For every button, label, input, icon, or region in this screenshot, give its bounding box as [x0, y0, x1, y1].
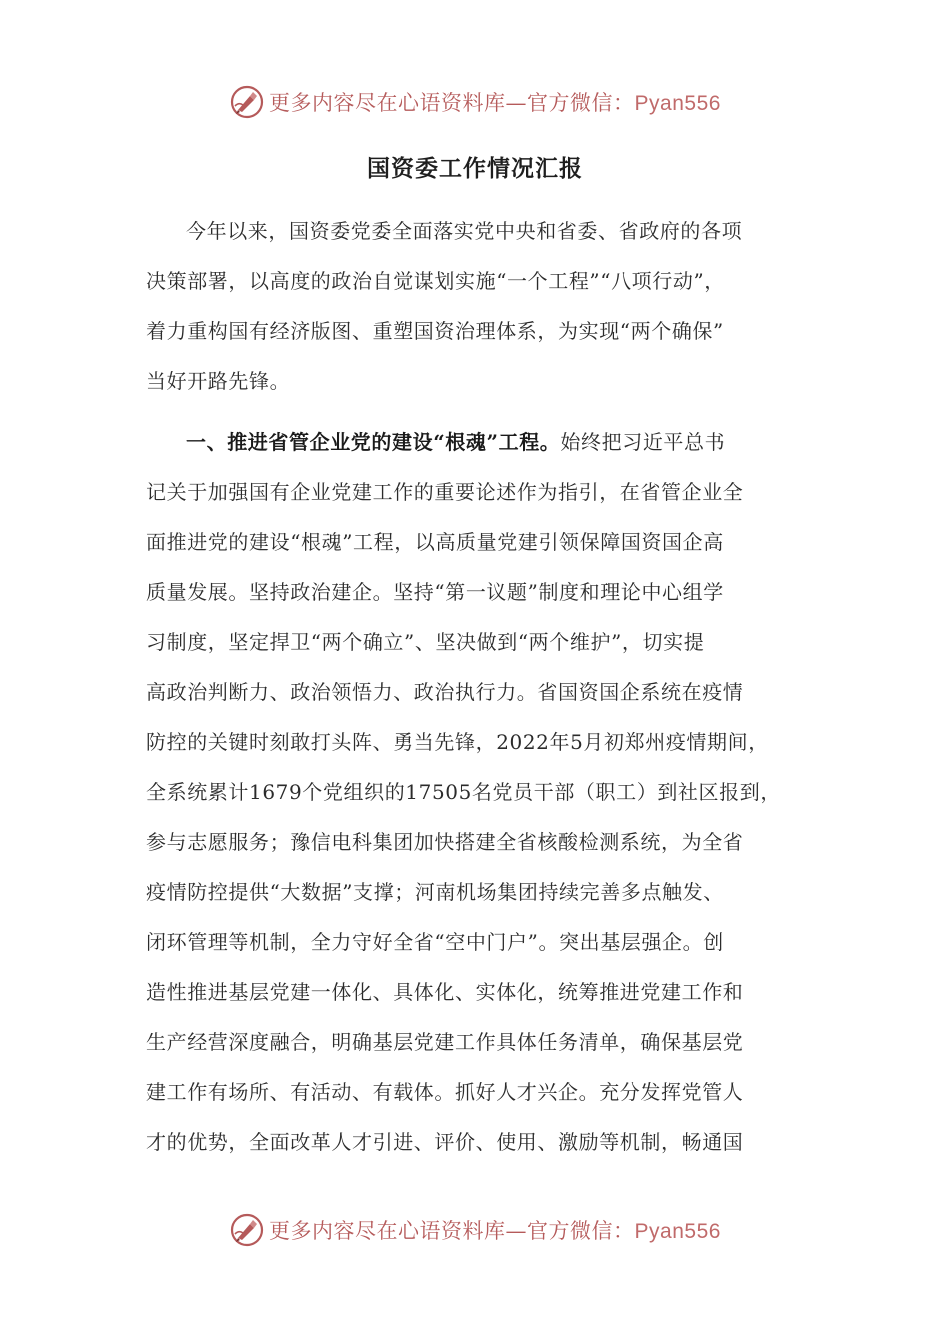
wechat-id: Pyan556: [634, 92, 721, 115]
header-watermark-banner: [0, 80, 950, 124]
paragraph-line: 当好开路先锋。: [146, 369, 291, 393]
paragraph-line: 生产经营深度融合，明确基层党建工作具体任务清单，确保基层党: [146, 1030, 744, 1054]
paragraph-line: 造性推进基层党建一体化、具体化、实体化，统筹推进党建工作和: [146, 980, 744, 1004]
header-watermark-text: 更多内容尽在心语资料库—官方微信：Pyan556: [269, 91, 721, 115]
paragraph-line: 建工作有场所、有活动、有载体。抓好人才兴企。充分发挥党管人: [146, 1080, 744, 1104]
footer-watermark-banner: [0, 1208, 950, 1252]
document-title: 国资委工作情况汇报: [367, 155, 583, 182]
section-heading: 一、推进省管企业党的建设“根魂”工程。: [186, 430, 561, 454]
paragraph-line: 疫情防控提供“大数据”支撑；河南机场集团持续完善多点触发、: [146, 880, 724, 904]
footer-watermark-text: 更多内容尽在心语资料库—官方微信：Pyan556: [269, 1219, 721, 1243]
paragraph-line: 才的优势，全面改革人才引进、评价、使用、激励等机制，畅通国: [146, 1130, 744, 1154]
paragraph-line: 参与志愿服务；豫信电科集团加快搭建全省核酸检测系统，为全省: [146, 830, 744, 854]
paragraph-line: 高政治判断力、政治领悟力、政治执行力。省国资国企系统在疫情: [146, 680, 744, 704]
paragraph-line: 面推进党的建设“根魂”工程，以高质量党建引领保障国资国企高: [146, 530, 724, 554]
paragraph-line: 决策部署，以高度的政治自觉谋划实施“一个工程”“八项行动”，: [146, 269, 725, 293]
paragraph-line: 今年以来，国资委党委全面落实党中央和省委、省政府的各项: [186, 219, 743, 243]
paragraph-line: [146, 417, 814, 467]
paragraph-line: 全系统累计1679个党组织的17505名党员干部（职工）到社区报到，: [146, 780, 781, 804]
pen-nib-logo-icon: [229, 84, 265, 120]
paragraph-line: 着力重构国有经济版图、重塑国资治理体系，为实现“两个确保”: [146, 319, 724, 343]
paragraph-line: 质量发展。坚持政治建企。坚持“第一议题”制度和理论中心组学: [146, 580, 724, 604]
paragraph-line: 记关于加强国有企业党建工作的重要论述作为指引，在省管企业全: [146, 480, 744, 504]
paragraph-line: 防控的关键时刻敢打头阵、勇当先锋，2022年5月初郑州疫情期间，: [146, 730, 769, 754]
paragraph-line: 习制度，坚定捍卫“两个确立”、坚决做到“两个维护”，切实提: [146, 630, 705, 654]
paragraph-line: 闭环管理等机制，全力守好全省“空中门户”。突出基层强企。创: [146, 930, 724, 954]
paragraph-line-rest: 始终把习近平总书: [560, 430, 726, 454]
pen-nib-logo-icon: [229, 1212, 265, 1248]
paragraph-section-one: [146, 417, 814, 1167]
paragraph-intro: [146, 206, 814, 406]
wechat-id: Pyan556: [634, 1220, 721, 1243]
